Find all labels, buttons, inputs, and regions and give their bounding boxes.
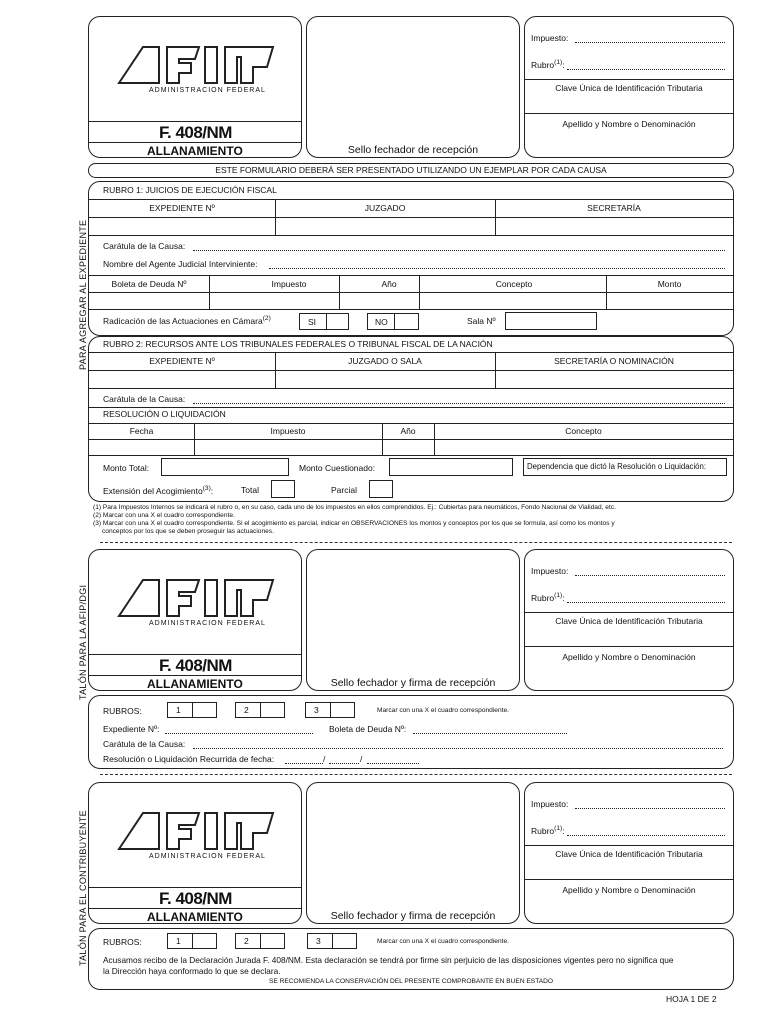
logo-box (88, 16, 302, 158)
cut-line-1 (100, 542, 732, 543)
radicacion-si-box[interactable]: SI (299, 313, 349, 330)
form-name: ALLANAMIENTO (147, 144, 243, 158)
total-checkbox[interactable] (271, 480, 295, 498)
monto-cuestionado-field[interactable] (389, 458, 513, 476)
footnote-3: (3) Marcar con una X el cuadro correspondiente. Si el acogimiento es parcial, indicar en OBSERVACIONES los montos y conceptos por los que se formula, así como los montos y (93, 520, 615, 527)
rubro2-section: RUBRO 2: RECURSOS ANTE LOS TRIBUNALES FEDERALES O TRIBUNAL FISCAL DE LA NACIÓN EXPEDIENTE Nº JUZGADO O SALA SECRETARÍA O NOMINACIÓN Carátula de la Causa: RESOLUCIÓN O LIQUIDACIÓN Fecha Impuesto Año Concepto Monto Total: Monto Cuestionado: Dependencia que dictó la Resolución o Liquidación: Extensión del Acogimiento$^{(3)}$: Total Parcial (88, 336, 734, 502)
parcial-checkbox[interactable] (369, 480, 393, 498)
footnote-2: (2) Marcar con una X el cuadro correspondiente. (93, 512, 235, 519)
cut-line-2 (100, 774, 732, 775)
total-label: Total (241, 485, 259, 495)
footnote-4: conceptos por los que se deben proseguir las actuaciones. (102, 528, 274, 535)
caratula-afip-field[interactable] (193, 748, 723, 749)
rubro1-title: RUBRO 1: JUICIOS DE EJECUCIÓN FISCAL (103, 185, 277, 195)
stamp-label: Sello fechador de recepción (347, 144, 479, 156)
boleta-field[interactable] (413, 733, 567, 734)
stamp-box (306, 16, 520, 158)
agency-text: ADMINISTRACION FEDERAL (149, 87, 266, 94)
expediente-field[interactable] (165, 733, 313, 734)
dependencia-field[interactable]: Dependencia que dictó la Resolución o Liquidación: (523, 458, 727, 476)
parcial-label: Parcial (331, 485, 357, 495)
footnote-1: (1) Para Impuestos Internos se indicará el rubro o, en su caso, cada uno de los impuestos en ellos comprendidos. Ej.: Cubiertas para neumáticos, Fondo Nacional de Vialidad, etc. (93, 504, 616, 511)
rubro-3-checkbox[interactable]: 3 (305, 702, 355, 718)
caratula2-label: Carátula de la Causa: (103, 394, 186, 404)
cuit-label: Clave Única de Identificación Tributaria (555, 83, 703, 93)
impuesto-field[interactable] (575, 42, 725, 43)
impuesto-label: Impuesto: (531, 33, 569, 43)
sala-field[interactable] (505, 312, 597, 330)
caratula2-field[interactable] (193, 403, 725, 404)
rubro1-section: RUBRO 1: JUICIOS DE EJECUCIÓN FISCAL EXPEDIENTE Nº JUZGADO SECRETARÍA Carátula de la Causa: Nombre del Agente Judicial Interviniente: Boleta de Deuda Nº Impuesto Año Concepto Monto Radicación de las Actuaciones en Cámara$^{(2)}$ SI NO Sala Nº (88, 181, 734, 336)
talon-contribuyente-info: RUBROS: 1 2 3 Marcar con una X el cuadro correspondiente. Acusamos recibo de la Declaración Jurada F. 408/NM. Esta declaración se tendrá por firme sin perjuicio de las disposiciones vigentes pero no significa que la Dirección haya conformado lo que se declara. SE RECOMIENDA LA CONSERVACIÓN DEL PRESENTE COMPROBANTE EN BUEN ESTADO (88, 928, 734, 990)
afip-logo-icon (117, 578, 277, 618)
agente-label: Nombre del Agente Judicial Interviniente: (103, 259, 258, 269)
acuse-text: Acusamos recibo de la Declaración Jurada F. 408/NM. Esta declaración se tendrá por firme sin perjuicio de las disposiciones vigentes pero no significa que (103, 955, 674, 965)
side-label-contribuyente: TALÓN PARA EL CONTRIBUYENTE (78, 810, 88, 966)
afip-logo-icon (117, 45, 277, 85)
agente-field[interactable] (269, 268, 725, 269)
monto-cuestionado-label: Monto Cuestionado: (299, 463, 376, 473)
side-label-afip: TALÓN PARA LA AFIP/DGI (78, 584, 88, 700)
stamp-box-contribuyente: Sello fechador y firma de recepción (306, 782, 520, 924)
talon-afip-info: RUBROS: 1 2 3 Marcar con una X el cuadro correspondiente. Expediente Nº: Boleta de Deuda Nº: Carátula de la Causa: Resolución o Liquidación Recurrida de fecha: / / (88, 695, 734, 769)
rubro2-title: RUBRO 2: RECURSOS ANTE LOS TRIBUNALES FEDERALES O TRIBUNAL FISCAL DE LA NACIÓN (103, 339, 493, 349)
caratula-field[interactable] (193, 250, 725, 251)
resolucion-title: RESOLUCIÓN O LIQUIDACIÓN (103, 409, 226, 419)
notice-banner: ESTE FORMULARIO DEBERÁ SER PRESENTADO UTILIZANDO UN EJEMPLAR POR CADA CAUSA (88, 163, 734, 178)
stamp-box-afip: Sello fechador y firma de recepción (306, 549, 520, 691)
form-code: F. 408/NM (159, 123, 232, 142)
caratula-label: Carátula de la Causa: (103, 241, 186, 251)
taxpayer-box (524, 16, 734, 158)
page-number: HOJA 1 DE 2 (666, 994, 717, 1004)
rubro-label: Rubro$^{(1)}$: (531, 59, 565, 70)
side-label-expediente: PARA AGREGAR AL EXPEDIENTE (78, 219, 88, 370)
monto-total-field[interactable] (161, 458, 289, 476)
rubro-1-checkbox[interactable]: 1 (167, 702, 217, 718)
rubro-field[interactable] (567, 69, 725, 70)
monto-total-label: Monto Total: (103, 463, 150, 473)
radicacion-label: Radicación de las Actuaciones en Cámara$^{(2)}$ (103, 315, 271, 326)
name-label: Apellido y Nombre o Denominación (562, 119, 696, 129)
sala-label: Sala Nº (467, 316, 496, 326)
afip-logo-icon (117, 811, 277, 851)
rubro-2-checkbox[interactable]: 2 (235, 702, 285, 718)
radicacion-no-box[interactable]: NO (367, 313, 419, 330)
extension-label: Extensión del Acogimiento$^{(3)}$: (103, 485, 214, 496)
